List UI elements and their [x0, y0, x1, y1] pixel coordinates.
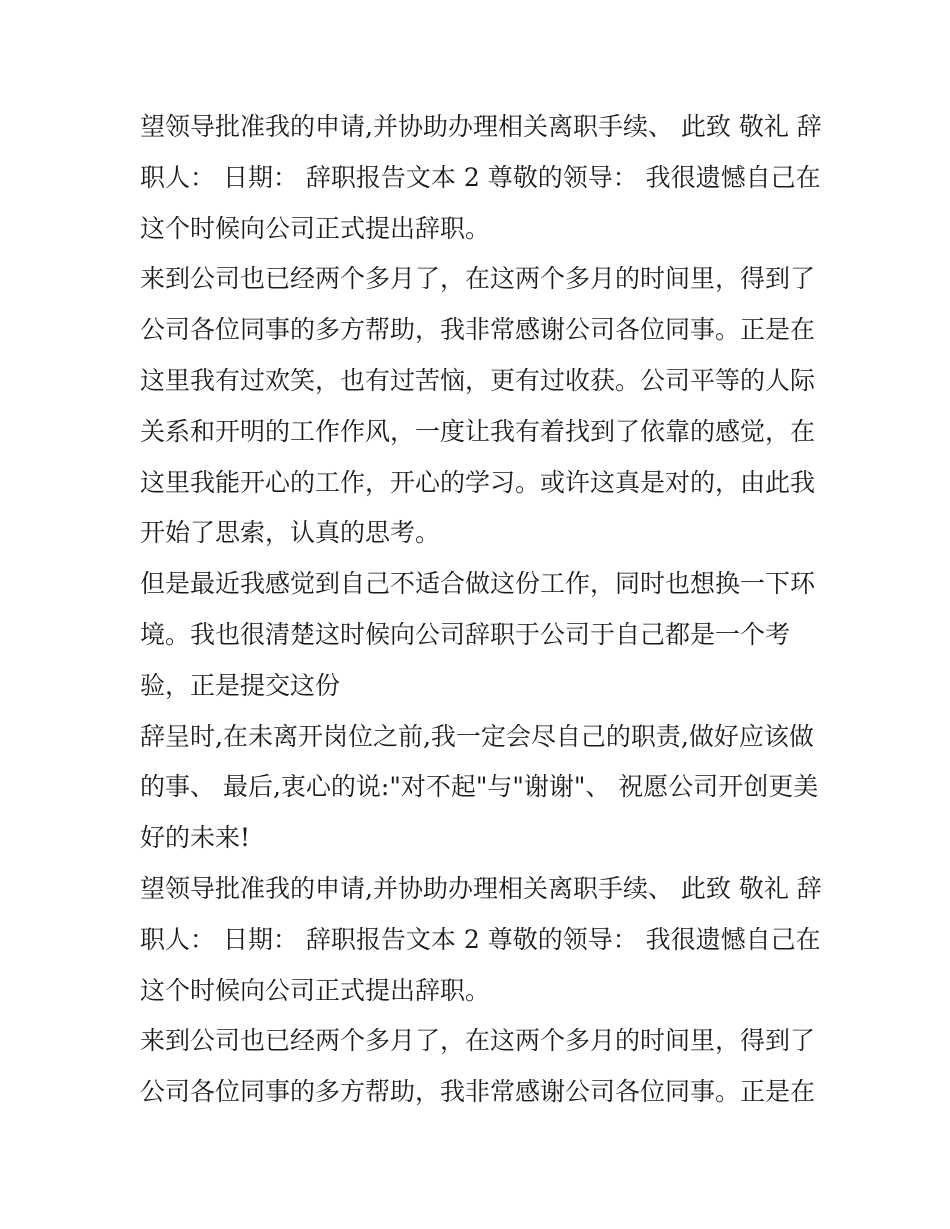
text-line: 辞呈时,在未离开岗位之前,我一定会尽自己的职责,做好应该做 — [140, 721, 814, 751]
text-line: 来到公司也已经两个多月了，在这两个多月的时间里，得到了 — [140, 1026, 816, 1056]
text-line: 这个时候向公司正式提出辞职。 — [140, 975, 491, 1005]
text-line: 好的未来! — [140, 823, 251, 853]
text-line: 这里我能开心的工作，开心的学习。或许这真是对的，由此我 — [140, 467, 816, 497]
text-line: 但是最近我感觉到自己不适合做这份工作，同时也想换一下环 — [140, 569, 816, 599]
text-line: 这个时候向公司正式提出辞职。 — [140, 213, 491, 243]
text-line: 望领导批准我的申请,并协助办理相关离职手续、 此致 敬礼 辞 — [140, 873, 822, 903]
text-line: 公司各位同事的多方帮助，我非常感谢公司各位同事。正是在 — [140, 1077, 816, 1107]
text-line: 望领导批准我的申请,并协助办理相关离职手续、 此致 敬礼 辞 — [140, 112, 822, 141]
text-line: 开始了思索，认真的思考。 — [140, 518, 441, 548]
document-body — [140, 102, 822, 1118]
text-line: 验，正是提交这份 — [140, 670, 341, 700]
text-line: 的事、 最后,衷心的说:"对不起"与"谢谢"、 祝愿公司开创更美 — [140, 772, 819, 802]
text-line: 这里我有过欢笑，也有过苦恼，更有过收获。公司平等的人际 — [140, 365, 816, 395]
text-line: 境。我也很清楚这时候向公司辞职于公司于自己都是一个考 — [140, 619, 791, 649]
text-line: 关系和开明的工作作风，一度让我有着找到了依靠的感觉，在 — [140, 416, 816, 446]
text-line: 公司各位同事的多方帮助，我非常感谢公司各位同事。正是在 — [140, 315, 816, 345]
text-line: 职人： 日期： 辞职报告文本 2 尊敬的领导： 我很遗憾自己在 — [140, 162, 821, 192]
text-line: 职人： 日期： 辞职报告文本 2 尊敬的领导： 我很遗憾自己在 — [140, 924, 821, 954]
text-line: 来到公司也已经两个多月了，在这两个多月的时间里，得到了 — [140, 264, 816, 294]
